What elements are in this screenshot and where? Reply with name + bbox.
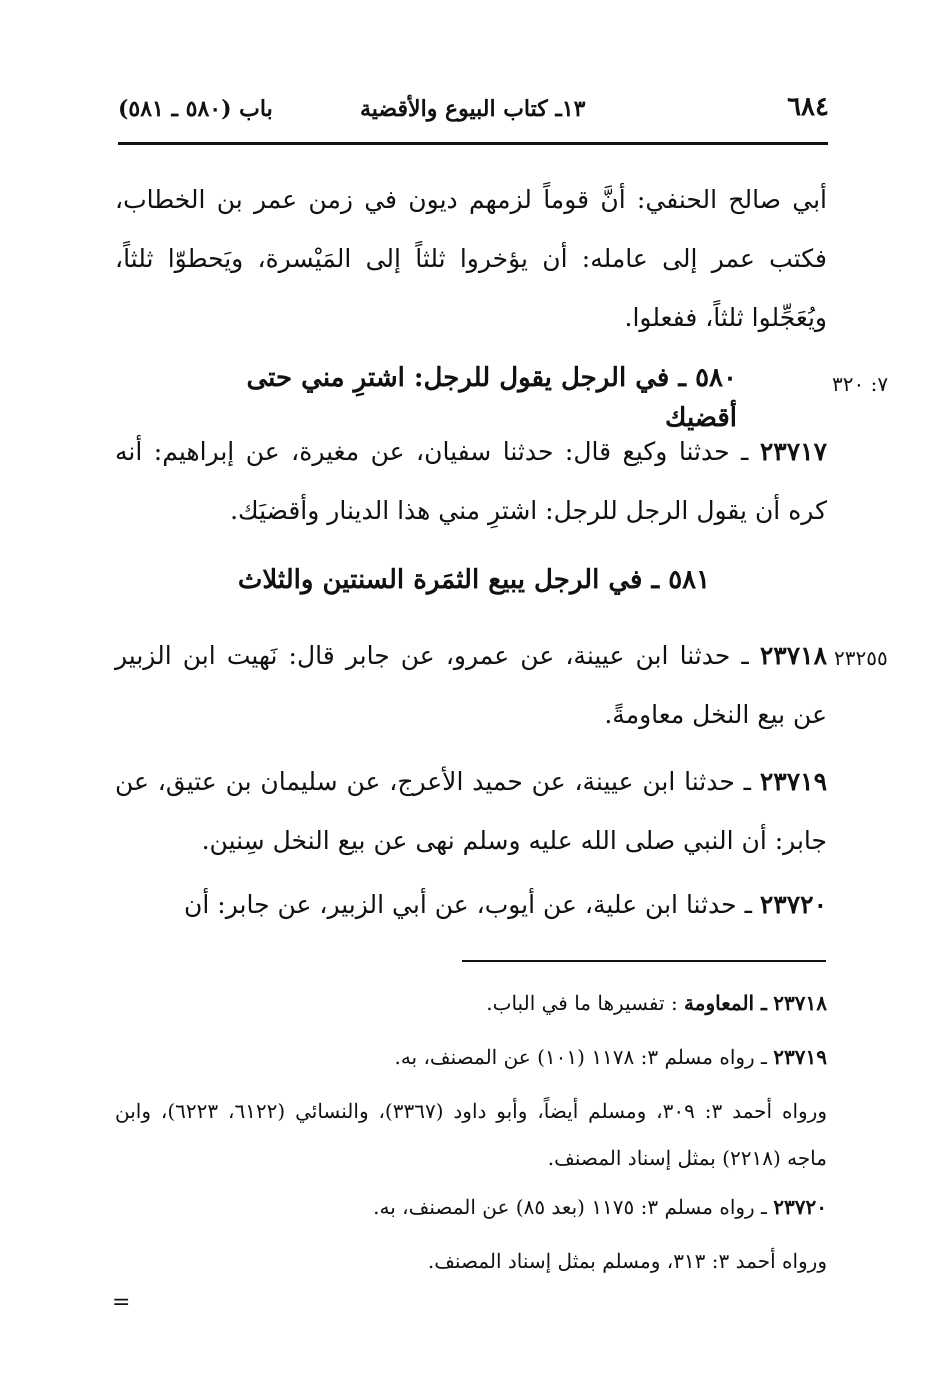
continuation-mark: =: [112, 1290, 131, 1315]
hadith-text: ـ حدثنا ابن علية، عن أيوب، عن أبي الزبير، عن جابر: أن: [184, 890, 752, 919]
footnote-23720: [115, 1184, 827, 1231]
book-title: ١٣ـ كتاب البيوع والأقضية: [360, 96, 586, 122]
footnote-term: ـ المعاومة: [684, 991, 767, 1015]
footnote-23719: [115, 1034, 827, 1081]
footnote-23718: [115, 980, 827, 1027]
section-heading-581: ٥٨١ ـ في الرجل يبيع الثمَرة السنتين والثلاث: [237, 565, 711, 595]
hadith-number: ٢٣٧١٩: [759, 767, 827, 796]
hadith-23720: [115, 875, 827, 934]
section-heading-580: ٥٨٠ ـ في الرجل يقول للرجل: اشترِ مني حتى أقضيك: [246, 363, 737, 433]
paragraph-top: أبي صالح الحنفي: أنَّ قوماً لزمهم ديون في زمن عمر بن الخطاب، فكتب عمر إلى عامله: أن يؤخروا ثلثاً إلى المَيْسرة، ويَحطوّا ثلثاً، ويُعَجِّلوا ثلثاً، ففعلوا.: [115, 185, 827, 332]
footnote-text: ـ رواه مسلم ٣: ١١٧٨ (١٠١) عن المصنف، به.: [394, 1045, 767, 1069]
hadith-text: ـ حدثنا ابن عيينة، عن عمرو، عن جابر قال: نَهيت ابن الزبير عن بيع النخل معاومةً.: [115, 641, 827, 729]
hadith-number: ٢٣٧٢٠: [759, 890, 827, 919]
chapter-range: باب (٥٨٠ ـ ٥٨١): [118, 96, 273, 122]
footnote-number: ٢٣٧١٩: [773, 1045, 827, 1069]
footnote-23720-more: ورواه أحمد ٣: ٣١٣، ومسلم بمثل إسناد المصنف.: [427, 1249, 827, 1273]
hadith-number: ٢٣٧١٨: [759, 641, 828, 670]
hadith-23718: [115, 626, 827, 744]
footnote-rule: [462, 960, 826, 962]
footnote-23719-more: ورواه أحمد ٣: ٣٠٩، ومسلم أيضاً، وأبو داود (٣٣٦٧)، والنسائي (٦١٢٢، ٦٢٢٣)، وابن ماجه (٢٢١٨) بمثل إسناد المصنف.: [115, 1099, 827, 1170]
footnote-number: ٢٣٧١٨: [773, 991, 827, 1015]
hadith-text: ـ حدثنا ابن عيينة، عن حميد الأعرج، عن سليمان بن عتيق، عن جابر: أن النبي صلى الله عليه وسلم نهى عن بيع النخل سِنين.: [115, 767, 827, 855]
footnote-text: : تفسيرها ما في الباب.: [486, 991, 678, 1015]
hadith-text: ـ حدثنا وكيع قال: حدثنا سفيان، عن مغيرة، عن إبراهيم: أنه كره أن يقول الرجل للرجل: اشترِ مني هذا الدينار وأقضيَك.: [115, 437, 827, 525]
margin-ref-23718: ٢٣٢٥٥: [834, 646, 888, 670]
header-rule: [118, 142, 828, 145]
hadith-23719: [115, 752, 827, 870]
margin-ref-580: ٧: ٣٢٠: [832, 372, 889, 396]
footnote-text: ـ رواه مسلم ٣: ١١٧٥ (بعد ٨٥) عن المصنف، به.: [373, 1195, 767, 1219]
hadith-number: ٢٣٧١٧: [759, 437, 828, 466]
hadith-23717: [115, 422, 827, 540]
footnote-number: ٢٣٧٢٠: [773, 1195, 827, 1219]
page-number: ٦٨٤: [787, 92, 829, 122]
